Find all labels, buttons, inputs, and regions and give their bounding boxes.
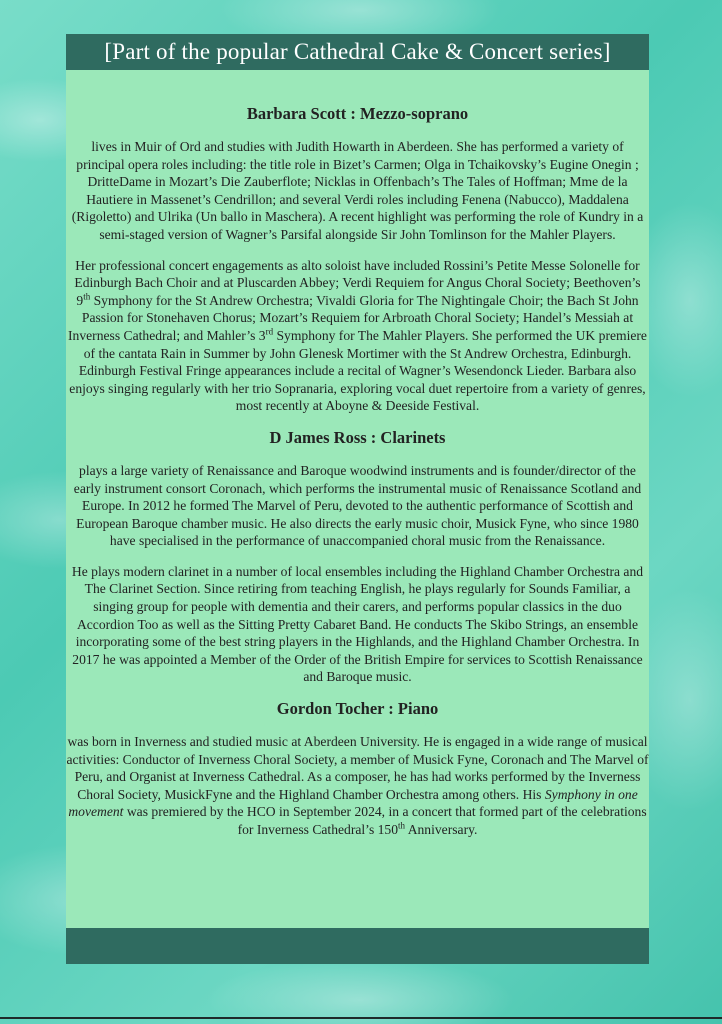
bio-paragraph: lives in Muir of Ord and studies with Judith Howarth in Aberdeen. She has performed a variety of principal opera roles including: the title role in Bizet’s Carmen; Olga in Tchaikovsky’s Eugine Onegin ; DritteDame in Mozart’s Die Zauberflote; Nicklas in Offenbach’s The Tales of Hoffman; Mme de la Hautiere in Massenet’s Cendrillon; and several Verdi roles including Fenena (Nabucco), Maddalena (Rigoletto) and Ulrika (Un ballo in Maschera). A recent highlight was performing the role of Kundry in a semi-staged version of Wagner’s Parsifal alongside Sir John Tomlinson for the Mahler Players. xyxy=(71,139,644,242)
performer-section xyxy=(66,104,649,415)
performer-section xyxy=(66,699,649,839)
banner-title: [Part of the popular Cathedral Cake & Concert series] xyxy=(104,39,611,64)
performer-section xyxy=(66,428,649,686)
series-banner xyxy=(66,34,649,70)
footer-bar xyxy=(66,928,649,964)
performer-biographies xyxy=(66,104,649,852)
bio-paragraph: plays a large variety of Renaissance and Baroque woodwind instruments and is founder/director of the early instrument consort Coronach, which performs the instrumental music of Renaissance Scotland and Europe. In 2012 he formed The Marvel of Peru, devoted to the authentic performance of Scottish and European Baroque chamber music. He also directs the early music choir, Musick Fyne, who since 1980 have specialised in the performance of unaccompanied choral music from the Renaissance. xyxy=(73,462,642,549)
bio-paragraph: was born in Inverness and studied music at Aberdeen University. He is engaged in a wide range of musical activities: Conductor of Inverness Choral Society, a member of Musick Fyne, Coronach and The Marvel of Peru, and Organist at Inverness Cathedral. As a composer, he has had works performed by the Inverness Choral Society, MusickFyne and the Highland Chamber Orchestra among others. His Symphony in one movement was premiered by the HCO in September 2024, in a concert that formed part of the celebrations for Inverness Cathedral’s 150th Anniversary. xyxy=(66,734,649,837)
performer-heading: Gordon Tocher : Piano xyxy=(276,699,439,719)
bio-paragraph: Her professional concert engagements as alto soloist have included Rossini’s Petite Messe Solonelle for Edinburgh Bach Choir and at Pluscarden Abbey; Verdi Requiem for Angus Choral Society; Beethoven’s 9th Symphony for the St Andrew Orchestra; Vivaldi Gloria for The Nightingale Choir; the Bach St John Passion for Stonehaven Chorus; Mozart’s Requiem for Arbroath Choral Society; Handel’s Messiah at Inverness Cathedral; and Mahler’s 3rd Symphony for The Mahler Players. She performed the UK premiere of the cantata Rain in Summer by John Glenesk Mortimer with the St Andrew Orchestra, Edinburgh. Edinburgh Festival Fringe appearances include a recital of Wagner’s Wesendonck Lieder. Barbara also enjoys singing regularly with her trio Sopranaria, exploring vocal duet repertoire from a variety of genres, most recently at Aboyne & Deeside Festival. xyxy=(68,257,647,414)
bio-paragraph: He plays modern clarinet in a number of local ensembles including the Highland Chamber Orchestra and The Clarinet Section. Since retiring from teaching English, he plays regularly for Sounds Familiar, a singing group for people with dementia and their carers, and performs popular classics in the duo Accordion Too as well as the Sitting Pretty Cabaret Band. He conducts The Skibo Strings, an ensemble incorporating some of the best string players in the Highlands, and the Highland Chamber Orchestra. In 2017 he was appointed a Member of the Order of the British Empire for services to Scottish Renaissance and Baroque music. xyxy=(71,563,644,685)
performer-heading: D James Ross : Clarinets xyxy=(269,427,446,447)
page-edge-line xyxy=(0,1017,722,1019)
programme-panel xyxy=(66,34,649,964)
performer-heading: Barbara Scott : Mezzo-soprano xyxy=(246,104,469,123)
